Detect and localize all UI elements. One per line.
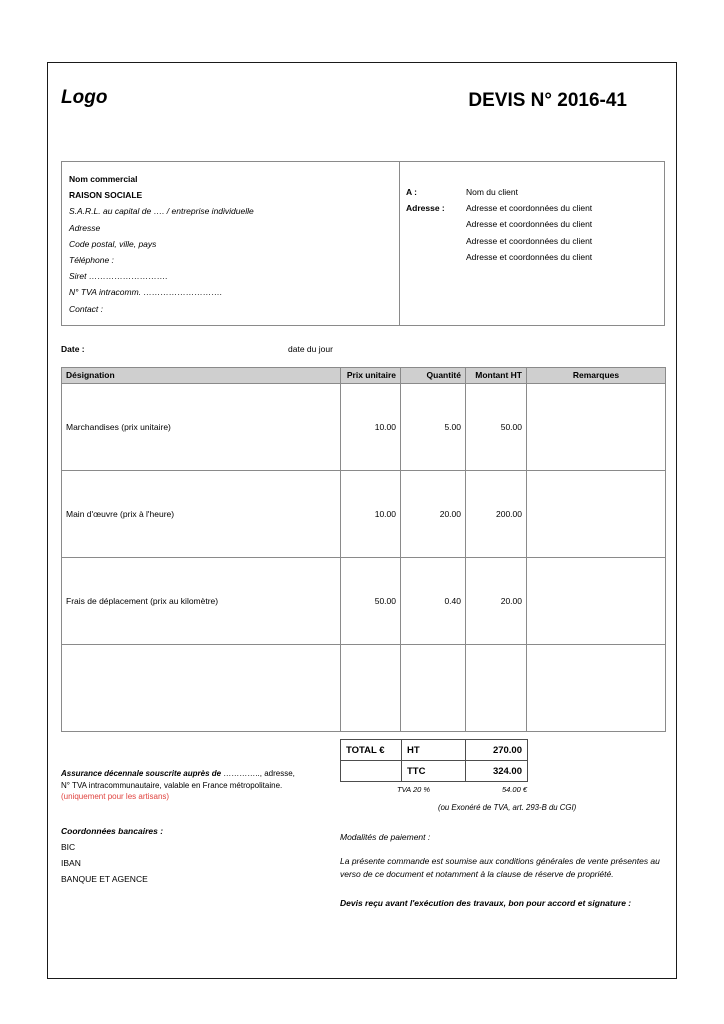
client-address-line: Adresse et coordonnées du client	[466, 219, 593, 230]
client-address-row	[406, 249, 658, 265]
totals-empty-cell	[341, 761, 402, 782]
totals-ttc-value: 324.00	[466, 761, 528, 782]
table-row	[62, 471, 666, 558]
client-address-line: Adresse et coordonnées du client	[466, 235, 593, 246]
company-tva-intracomm: N° TVA intracomm. ……………………….	[69, 287, 223, 298]
cell-remarques	[527, 384, 666, 471]
bank-name-agency: BANQUE ET AGENCE	[61, 873, 148, 884]
date-label: Date :	[61, 344, 85, 354]
totals-ht-value: 270.00	[466, 740, 528, 761]
table-header-row	[62, 368, 666, 384]
column-header-montant-ht: Montant HT	[466, 368, 527, 384]
table-row	[62, 558, 666, 645]
items-table-body	[62, 384, 666, 732]
cell-remarques	[527, 645, 666, 732]
items-table	[61, 367, 666, 732]
cell-designation	[62, 645, 341, 732]
cell-prix-unitaire: 10.00	[341, 384, 401, 471]
cell-quantite: 0.40	[401, 558, 466, 645]
cell-remarques	[527, 471, 666, 558]
assurance-bold-text: Assurance décennale souscrite auprès de	[61, 769, 222, 778]
cell-montant-ht	[466, 645, 527, 732]
totals-ttc-label: TTC	[402, 761, 466, 782]
cell-montant-ht: 200.00	[466, 471, 527, 558]
date-row	[61, 338, 665, 360]
payment-terms-label: Modalités de paiement :	[340, 832, 431, 842]
client-name-row	[406, 184, 658, 200]
document-header	[61, 77, 665, 161]
items-table-header	[62, 368, 666, 384]
totals-row-ht	[341, 740, 528, 761]
company-forme-juridique: S.A.R.L. au capital de …. / entreprise individuelle	[69, 206, 254, 217]
company-info-block	[62, 162, 400, 325]
tva-row	[340, 785, 665, 794]
parties-box	[61, 161, 665, 326]
table-row	[62, 384, 666, 471]
client-adresse-spacer	[406, 249, 466, 265]
cell-designation: Marchandises (prix unitaire)	[62, 384, 341, 471]
cell-designation: Frais de déplacement (prix au kilomètre)	[62, 558, 341, 645]
general-conditions-text: La présente commande est soumise aux conditions générales de vente présentes au verso de ce document et notamment à la clause de réserve de propriété.	[340, 856, 660, 879]
company-raison-sociale: RAISON SOCIALE	[69, 190, 143, 201]
cell-prix-unitaire	[341, 645, 401, 732]
company-adresse: Adresse	[69, 222, 101, 233]
client-address-row	[406, 216, 658, 232]
cell-remarques	[527, 558, 666, 645]
assurance-line2: N° TVA intracommunautaire, valable en France métropolitaine.	[61, 780, 283, 790]
bank-bic: BIC	[61, 841, 76, 852]
tva-rate-label: TVA 20 %	[397, 785, 431, 794]
bank-details-block	[61, 823, 340, 887]
lower-section	[61, 739, 665, 908]
tva-amount-value: 54.00 €	[501, 785, 527, 794]
client-address-row	[406, 200, 658, 216]
cell-prix-unitaire: 50.00	[341, 558, 401, 645]
client-info-block	[400, 162, 664, 325]
page-title: DEVIS N° 2016-41	[468, 90, 627, 111]
tva-exoneration-note: (ou Exonéré de TVA, art. 293-B du CGI)	[438, 803, 577, 812]
document-page	[47, 62, 677, 979]
totals-row-ttc	[341, 761, 528, 782]
column-header-designation: Désignation	[62, 368, 341, 384]
client-address-row	[406, 233, 658, 249]
assurance-artisans-note: (uniquement pour les artisans)	[61, 792, 170, 801]
assurance-decennale-note	[61, 768, 340, 803]
signature-instruction: Devis reçu avant l'exécution des travaux, bon pour accord et signature :	[340, 898, 632, 908]
company-contact: Contact :	[69, 303, 104, 314]
client-adresse-spacer	[406, 233, 466, 249]
cell-montant-ht: 50.00	[466, 384, 527, 471]
cell-designation: Main d'œuvre (prix à l'heure)	[62, 471, 341, 558]
logo-placeholder: Logo	[61, 87, 108, 108]
date-value: date du jour	[288, 344, 333, 354]
assurance-line1-rest: ………….., adresse,	[221, 769, 295, 778]
cell-quantite: 20.00	[401, 471, 466, 558]
client-a-label: A :	[406, 187, 418, 197]
column-header-remarques: Remarques	[527, 368, 666, 384]
company-siret: Siret ……………………….	[69, 271, 168, 282]
lower-left-column	[61, 739, 340, 908]
page-content	[61, 77, 665, 908]
cell-montant-ht: 20.00	[466, 558, 527, 645]
client-adresse-label: Adresse :	[406, 203, 445, 214]
client-address-line: Adresse et coordonnées du client	[466, 251, 593, 262]
table-row	[62, 645, 666, 732]
cell-prix-unitaire: 10.00	[341, 471, 401, 558]
bank-details-title: Coordonnées bancaires :	[61, 825, 164, 836]
lower-right-column	[340, 739, 665, 908]
totals-ht-label: HT	[402, 740, 466, 761]
totals-table	[340, 739, 528, 782]
company-nom-commercial: Nom commercial	[69, 174, 138, 184]
company-telephone: Téléphone :	[69, 255, 114, 266]
company-code-postal: Code postal, ville, pays	[69, 238, 157, 249]
bank-iban: IBAN	[61, 857, 81, 868]
totals-currency-label: TOTAL €	[341, 740, 402, 761]
client-name-value: Nom du client	[466, 187, 518, 197]
client-adresse-spacer	[406, 216, 466, 232]
cell-quantite	[401, 645, 466, 732]
client-address-line: Adresse et coordonnées du client	[466, 203, 593, 214]
cell-quantite: 5.00	[401, 384, 466, 471]
column-header-quantite: Quantité	[401, 368, 466, 384]
column-header-prix-unitaire: Prix unitaire	[341, 368, 401, 384]
